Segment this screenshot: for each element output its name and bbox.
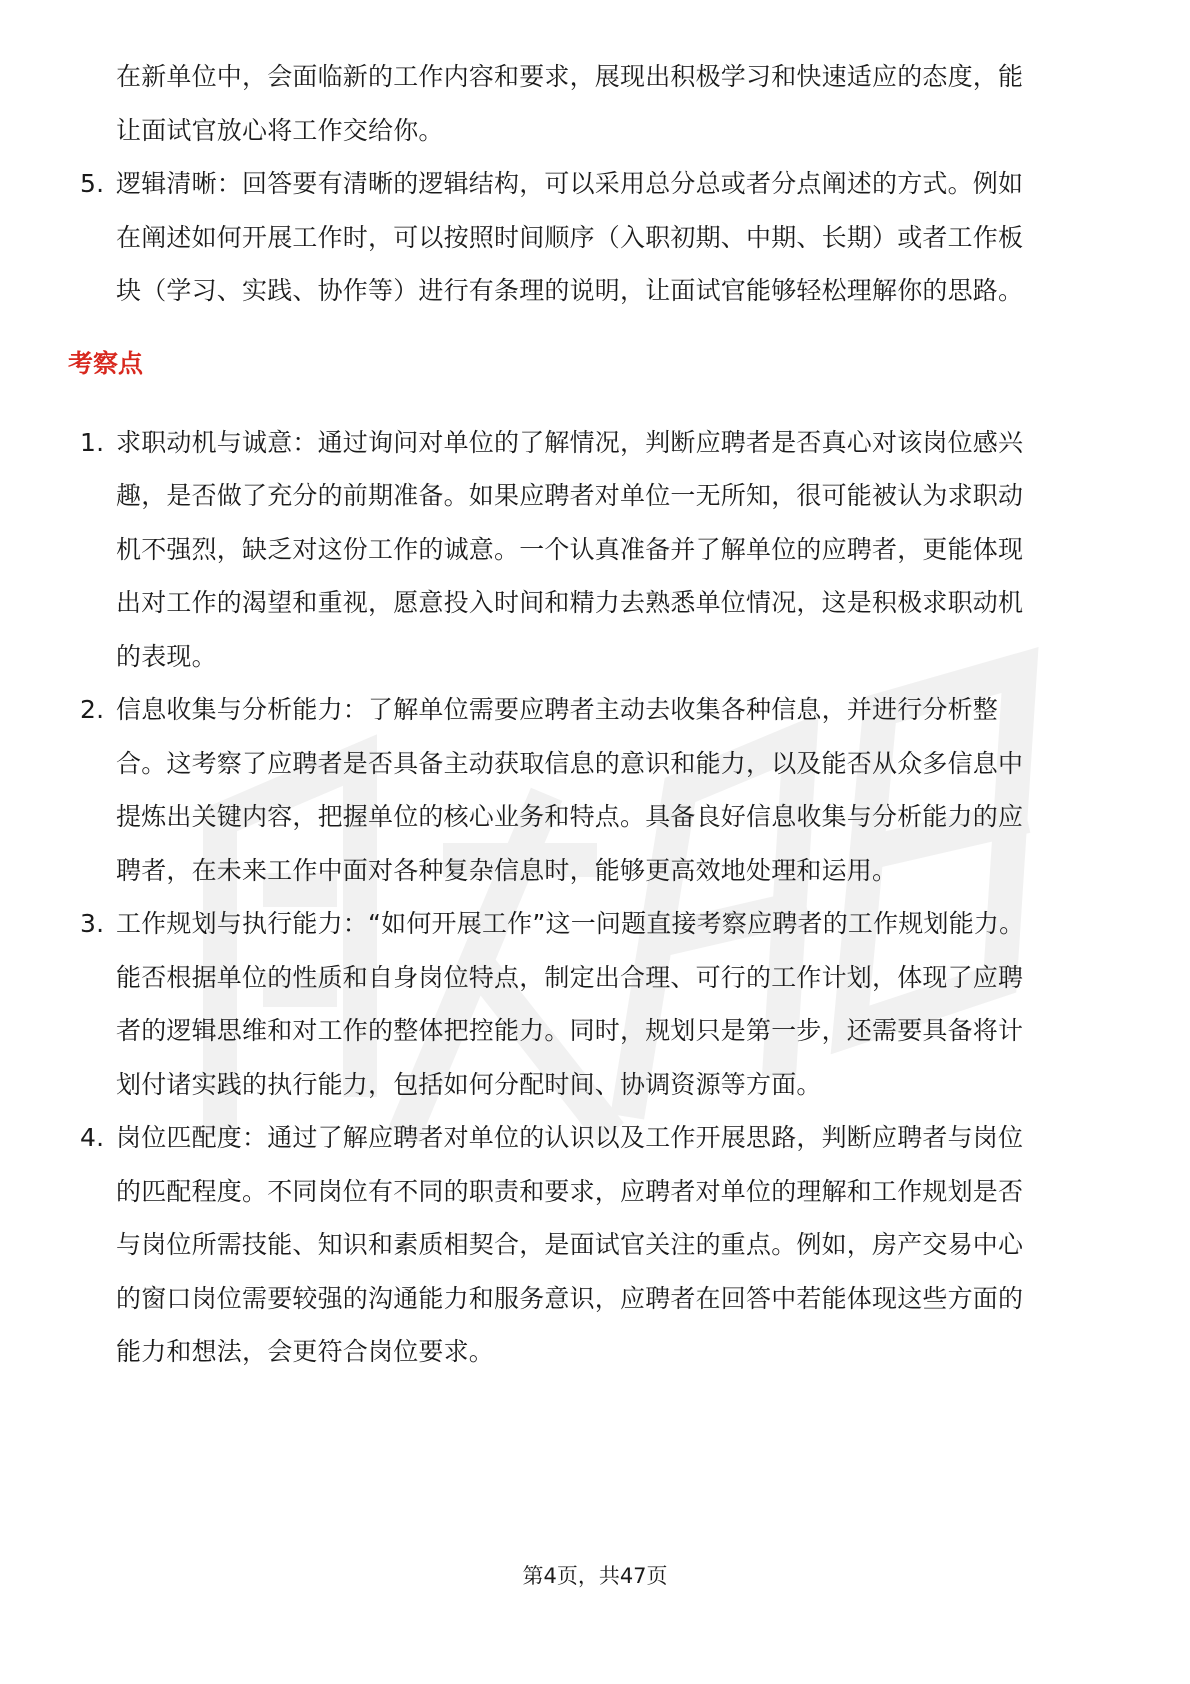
page-number-footer: 第4页，共47页	[522, 1564, 668, 1588]
list-number: 3.	[80, 909, 105, 938]
list-number: 4.	[80, 1123, 105, 1152]
page-content	[0, 50, 1190, 1379]
list-item-text: 逻辑清晰：回答要有清晰的逻辑结构，可以采用总分总或者分点阐述的方式。例如在阐述如何开展工作时，可以按照时间顺序（入职初期、中期、长期）或者工作板块（学习、实践、协作等）进行有条理的说明，让面试官能够轻松理解你的思路。	[116, 169, 1024, 305]
list-number: 2.	[80, 695, 105, 724]
list-item-text: 信息收集与分析能力：了解单位需要应聘者主动去收集各种信息，并进行分析整合。这考察了应聘者是否具备主动获取信息的意识和能力，以及能否从众多信息中提炼出关键内容，把握单位的核心业务和特点。具备良好信息收集与分析能力的应聘者，在未来工作中面对各种复杂信息时，能够更高效地处理和运用。	[116, 695, 1024, 885]
exam-point-item	[0, 416, 1036, 684]
exam-point-item	[0, 897, 1036, 1111]
intro-continuation-text: 在新单位中，会面临新的工作内容和要求，展现出积极学习和快速适应的态度，能让面试官放心将工作交给你。	[116, 62, 1024, 145]
answer-point-item	[0, 157, 1036, 318]
exam-point-item	[0, 1111, 1036, 1379]
list-number: 1.	[80, 427, 105, 457]
list-item-text: 岗位匹配度：通过了解应聘者对单位的认识以及工作开展思路，判断应聘者与岗位的匹配程度。不同岗位有不同的职责和要求，应聘者对单位的理解和工作规划是否与岗位所需技能、知识和素质相契合，是面试官关注的重点。例如，房产交易中心的窗口岗位需要较强的沟通能力和服务意识，应聘者在回答中若能体现这些方面的能力和想法，会更符合岗位要求。	[116, 1123, 1024, 1366]
list-number: 5.	[80, 169, 105, 198]
list-item-text: 求职动机与诚意：通过询问对单位的了解情况，判断应聘者是否真心对该岗位感兴趣，是否做了充分的前期准备。如果应聘者对单位一无所知，很可能被认为求职动机不强烈，缺乏对这份工作的诚意。一个认真准备并了解单位的应聘者，更能体现出对工作的渴望和重视，愿意投入时间和精力去熟悉单位情况，这是积极求职动机的表现。	[116, 427, 1024, 671]
exam-point-item	[0, 683, 1036, 897]
list-item-text: 工作规划与执行能力：“如何开展工作”这一问题直接考察应聘者的工作规划能力。能否根据单位的性质和自身岗位特点，制定出合理、可行的工作计划，体现了应聘者的逻辑思维和对工作的整体把控能力。同时，规划只是第一步，还需要具备将计划付诸实践的执行能力，包括如何分配时间、协调资源等方面。	[116, 909, 1025, 1099]
section-heading: 考察点	[68, 348, 144, 378]
